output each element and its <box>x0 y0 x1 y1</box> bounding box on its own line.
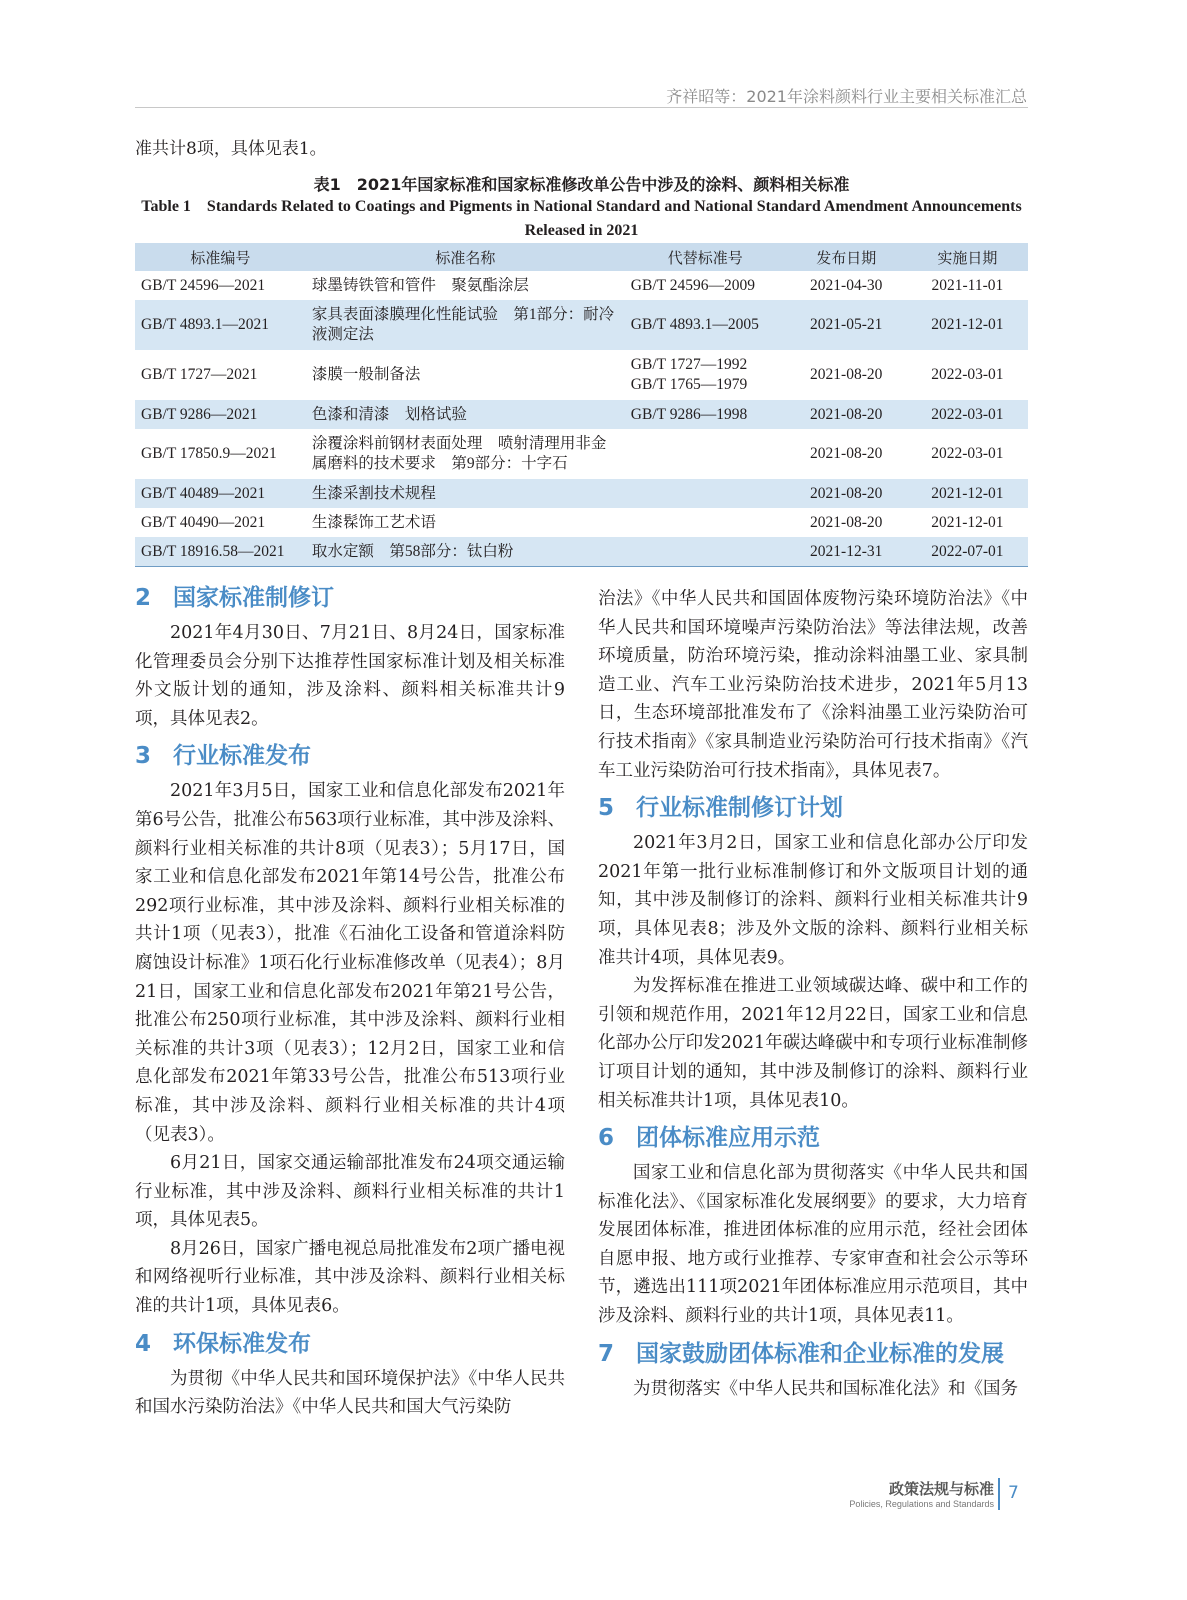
table-cell: GB/T 4893.1—2005 <box>625 300 786 350</box>
table-caption-en: Table 1 Standards Related to Coatings and Pigments in National Standard and National Standard Amendment Announcements Released in 2021 <box>141 198 1022 239</box>
table-caption-cn: 表1 2021年国家标准和国家标准修改单公告中涉及的涂料、颜料相关标准 <box>313 175 850 194</box>
table-cell: GB/T 1727—2021 <box>141 366 258 383</box>
table-header-row <box>135 243 1028 271</box>
table-cell: 生漆采割技术规程 <box>306 479 625 508</box>
table-cell: GB/T 9286—1998 <box>625 400 786 429</box>
page-number: 7 <box>1008 1483 1019 1503</box>
table-cell: 2021-04-30 <box>810 276 883 294</box>
lead-text: 准共计8项，具体见表1。 <box>135 139 327 159</box>
table-cell: 2021-08-20 <box>786 400 907 429</box>
table-cell: GB/T 40489—2021 <box>135 479 306 508</box>
table-cell: GB/T 24596—2021 <box>141 276 266 294</box>
table-cell: 2021-12-01 <box>907 300 1028 350</box>
table-cell <box>625 537 786 567</box>
footer-section-cn: 政策法规与标准 <box>888 1480 994 1498</box>
table-row <box>135 508 1028 537</box>
running-head: 齐祥昭等：2021年涂料颜料行业主要相关标准汇总 <box>666 87 1027 106</box>
paragraph: 为贯彻落实《中华人民共和国标准化法》和《国务 <box>633 1378 1018 1399</box>
table-cell: 2021-08-20 <box>810 513 883 531</box>
table-cell: 2022-03-01 <box>931 445 1004 462</box>
footer-section-en: Policies, Regulations and Standards <box>849 1499 994 1509</box>
table-cell: GB/T 18916.58—2021 <box>135 537 306 567</box>
column-header: 标准名称 <box>306 243 625 271</box>
table-row <box>135 429 1028 479</box>
table-cell: 2021-05-21 <box>786 300 907 350</box>
column-header: 代替标准号 <box>625 243 786 271</box>
paragraph: 治法》《中华人民共和国固体废物污染环境防治法》《中华人民共和国环境噪声污染防治法》等法律法规，改善环境质量，防治环境污染，推动涂料油墨工业、家具制造工业、汽车工业污染防治技术进步，2021年5月13日，生态环境部批准发布了《涂料油墨工业污染防治可行技术指南》《家具制造业污染防治可行技术指南》《汽车工业污染防治可行技术指南》，具体见表7。 <box>598 589 1028 781</box>
column-header: 标准编号 <box>135 243 306 271</box>
table-row <box>135 350 1028 400</box>
standards-table <box>135 243 1028 567</box>
table-cell: 涂覆涂料前钢材表面处理 喷射清理用非金属磨料的技术要求 第9部分：十字石 <box>311 435 607 472</box>
table-row <box>135 300 1028 350</box>
table-cell: 球墨铸铁管和管件 聚氨酯涂层 <box>311 276 529 294</box>
section-heading-6: 6 团体标准应用示范 <box>598 1125 820 1152</box>
paragraph: 为贯彻《中华人民共和国环境保护法》《中华人民共和国水污染防治法》《中华人民共和国大气污染防 <box>135 1368 565 1418</box>
table-cell: 色漆和清漆 划格试验 <box>306 400 625 429</box>
footer-divider <box>998 1478 1000 1510</box>
paragraph: 国家工业和信息化部为贯彻落实《中华人民共和国标准化法》、《国家标准化发展纲要》的要求，大力培育发展团体标准，推进团体标准的应用示范，经社会团体自愿申报、地方或行业推荐、专家审查和社会公示等环节，遴选出111项2021年团体标准应用示范项目，其中涉及涂料、颜料行业的共计1项，具体见表11。 <box>598 1163 1028 1327</box>
table-cell: 2021-08-20 <box>810 366 883 383</box>
table-cell: 2021-12-31 <box>786 537 907 567</box>
table-cell: 2022-03-01 <box>907 400 1028 429</box>
column-header: 实施日期 <box>907 243 1028 271</box>
paragraph: 2021年3月2日，国家工业和信息化部办公厅印发2021年第一批行业标准制修订和外文版项目计划的通知，其中涉及制修订的涂料、颜料行业相关标准共计9项，具体见表8；涉及外文版的涂料、颜料行业相关标准共计4项，具体见表9。 <box>598 833 1028 968</box>
column-header: 发布日期 <box>786 243 907 271</box>
header-divider <box>135 107 1028 108</box>
table-cell: 取水定额 第58部分：钛白粉 <box>306 537 625 567</box>
paragraph: 2021年3月5日，国家工业和信息化部发布2021年第6号公告，批准公布563项行业标准，其中涉及涂料、颜料行业相关标准的共计8项（见表3）；5月17日，国家工业和信息化部发布2021年第14号公告，批准公布292项行业标准，其中涉及涂料、颜料行业相关标准的共计1项（见表3），批准《石油化工设备和管道涂料防腐蚀设计标准》1项石化行业标准修改单（见表4）；8月21日，国家工业和信息化部发布2021年第21号公告，批准公布250项行业标准，其中涉及涂料、颜料行业相关标准的共计3项（见表3）；12月2日，国家工业和信息化部发布2021年第33号公告，批准公布513项行业标准，其中涉及涂料、颜料行业相关标准的共计4项（见表3）。 <box>135 781 565 1145</box>
paragraph: 8月26日，国家广播电视总局批准发布2项广播电视和网络视听行业标准，其中涉及涂料、颜料行业相关标准的共计1项，具体见表6。 <box>135 1238 565 1317</box>
table-row <box>135 537 1028 567</box>
table-cell: 2021-08-20 <box>810 445 883 462</box>
right-column <box>598 585 1028 1403</box>
table-cell: 2021-11-01 <box>931 276 1004 294</box>
table-cell: GB/T 4893.1—2021 <box>135 300 306 350</box>
section-heading-3: 3 行业标准发布 <box>135 743 311 770</box>
table-cell <box>625 479 786 508</box>
table-cell: 2022-07-01 <box>907 537 1028 567</box>
table-row <box>135 271 1028 300</box>
table-cell <box>625 508 786 537</box>
table-row <box>135 479 1028 508</box>
table-cell: 2021-08-20 <box>786 479 907 508</box>
table-cell: 漆膜一般制备法 <box>311 366 421 383</box>
paragraph: 6月21日，国家交通运输部批准发布24项交通运输行业标准，其中涉及涂料、颜料行业相关标准的共计1项，具体见表5。 <box>135 1153 565 1231</box>
table-cell: GB/T 1727—1992 GB/T 1765—1979 <box>630 356 748 393</box>
table-cell: GB/T 40490—2021 <box>141 513 266 531</box>
table-cell: 2022-03-01 <box>931 366 1004 383</box>
table-row <box>135 400 1028 429</box>
left-column <box>135 575 565 1422</box>
table-cell: 2021-12-01 <box>907 479 1028 508</box>
table-cell: 家具表面漆膜理化性能试验 第1部分：耐冷液测定法 <box>306 300 625 350</box>
section-heading-4: 4 环保标准发布 <box>135 1330 311 1357</box>
section-heading-5: 5 行业标准制修订计划 <box>598 795 843 822</box>
section-heading-2: 2 国家标准制修订 <box>135 585 334 611</box>
section-heading-7: 7 国家鼓励团体标准和企业标准的发展 <box>598 1340 1004 1367</box>
paragraph: 为发挥标准在推进工业领域碳达峰、碳中和工作的引领和规范作用，2021年12月22日，国家工业和信息化部办公厅印发2021年碳达峰碳中和专项行业标准制修订项目计划的通知，其中涉及制修订的涂料、颜料行业相关标准共计1项，具体见表10。 <box>598 976 1028 1111</box>
table-cell <box>625 429 786 479</box>
table-cell: GB/T 9286—2021 <box>135 400 306 429</box>
paragraph: 2021年4月30日、7月21日、8月24日，国家标准化管理委员会分别下达推荐性国家标准计划及相关标准外文版计划的通知，涉及涂料、颜料相关标准共计9项，具体见表2。 <box>135 623 565 729</box>
table-cell: 2021-12-01 <box>931 513 1004 531</box>
table-cell: 生漆髹饰工艺术语 <box>311 513 436 531</box>
table-cell: GB/T 17850.9—2021 <box>141 445 277 462</box>
table-cell: GB/T 24596—2009 <box>630 276 755 294</box>
